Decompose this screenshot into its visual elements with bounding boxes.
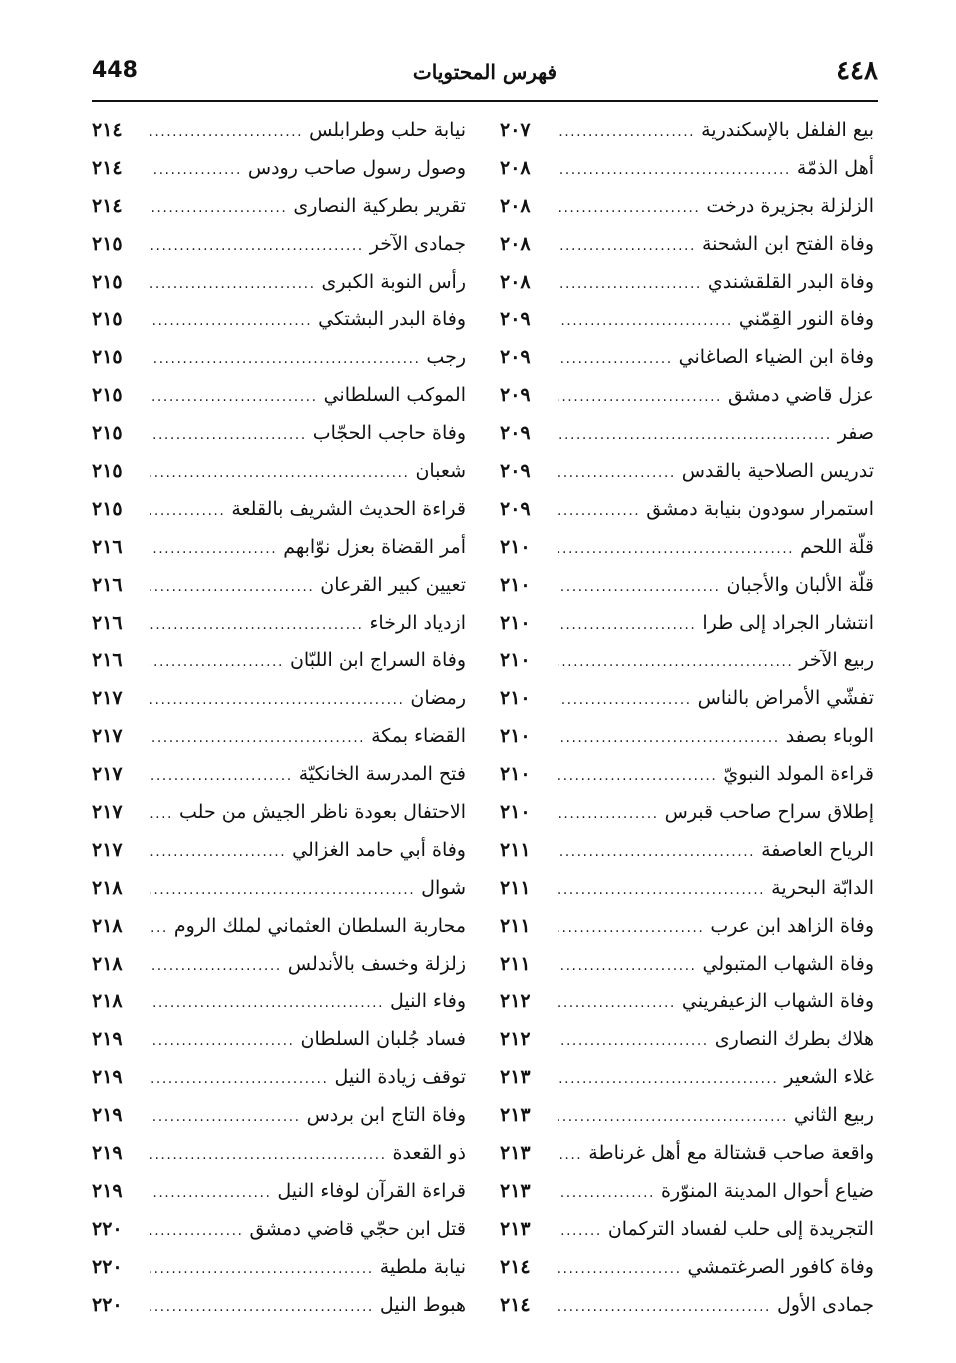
- dot-leader: [558, 1175, 655, 1213]
- toc-entry: [92, 794, 466, 832]
- toc-entry-page: ٢٠٨: [500, 232, 531, 255]
- toc-entry-page: ٢٢٠: [92, 1217, 123, 1240]
- toc-entry-page: ٢١٦: [92, 649, 123, 672]
- toc-entry: [500, 983, 874, 1021]
- toc-entry-title: وفاة الشهاب الزعيفريني: [681, 990, 874, 1013]
- toc-entry-title: وصول رسول صاحب رودس: [247, 156, 466, 179]
- toc-entry: [500, 1173, 874, 1211]
- toc-entry-title: غلاء الشعير: [784, 1066, 874, 1089]
- dot-leader: [150, 1251, 374, 1289]
- toc-entry-page: ٢٠٩: [500, 422, 531, 445]
- toc-entry: [92, 680, 466, 718]
- toc-entry-page: ٢١٠: [500, 573, 531, 596]
- toc-entry-page: ٢١٥: [92, 232, 123, 255]
- toc-entry-title: الموكب السلطاني: [323, 384, 466, 407]
- toc-entry: [500, 377, 874, 415]
- toc-entry-title: ذو القعدة: [392, 1142, 466, 1165]
- toc-entry-page: ٢١٠: [500, 611, 531, 634]
- toc-entry-title: شعبان: [415, 460, 466, 483]
- toc-entry-title: وفاة التاج ابن بردس: [306, 1104, 466, 1127]
- dot-leader: [558, 531, 794, 569]
- toc-entry-title: وفاة أبي حامد الغزالي: [292, 838, 466, 861]
- page-header: [92, 56, 878, 96]
- dot-leader: [558, 985, 676, 1023]
- toc-entry: [92, 226, 466, 264]
- dot-leader: [558, 266, 702, 304]
- toc-entry: [500, 870, 874, 908]
- toc-entry: [92, 1135, 466, 1173]
- toc-entry-title: القضاء بمكة: [371, 725, 466, 748]
- toc-entry: [92, 1021, 466, 1059]
- toc-entry-page: ٢١٥: [92, 384, 123, 407]
- dot-leader: [150, 1023, 294, 1061]
- toc-entry-title: وفاة ابن الضياء الصاغاني: [678, 346, 874, 369]
- toc-entry-title: قراءة القرآن لوفاء النيل: [277, 1179, 466, 1202]
- toc-entry-page: ٢١٧: [92, 763, 123, 786]
- toc-entry-page: ٢١١: [500, 914, 531, 937]
- dot-leader: [558, 1061, 778, 1099]
- dot-leader: [558, 1251, 682, 1289]
- dot-leader: [558, 569, 720, 607]
- toc-entry-title: أهل الذمّة: [796, 156, 874, 179]
- dot-leader: [558, 455, 676, 493]
- toc-entry: [500, 642, 874, 680]
- toc-entry-page: ٢١٩: [92, 1028, 123, 1051]
- toc-entry-page: ٢١٣: [500, 1066, 531, 1089]
- dot-leader: [558, 948, 697, 986]
- toc-entry: [92, 301, 466, 339]
- toc-entry: [500, 150, 874, 188]
- toc-entry: [500, 415, 874, 453]
- toc-entry-page: ٢١٠: [500, 687, 531, 710]
- toc-entry: [500, 453, 874, 491]
- toc-entry-title: فتح المدرسة الخانكيّة: [298, 763, 466, 786]
- dot-leader: [558, 910, 704, 948]
- dot-leader: [558, 114, 695, 152]
- toc-entry-title: أمر القضاة بعزل نوّابهم: [283, 535, 466, 558]
- toc-entry-title: الرياح العاصفة: [761, 838, 874, 861]
- dot-leader: [150, 1213, 243, 1251]
- toc-entry-page: ٢٢٠: [92, 1293, 123, 1316]
- toc-entry-title: واقعة صاحب قشتالة مع أهل غرناطة: [588, 1142, 874, 1165]
- toc-entry: [92, 908, 466, 946]
- dot-leader: [558, 1137, 582, 1175]
- toc-column-left: [92, 112, 466, 1325]
- toc-entry: [92, 756, 466, 794]
- toc-entry: [500, 946, 874, 984]
- toc-entry-title: الزلزلة بجزيرة درخت: [706, 194, 874, 217]
- dot-leader: [150, 1289, 374, 1327]
- toc-entry: [500, 1097, 874, 1135]
- toc-entry-page: ٢١٨: [92, 914, 123, 937]
- dot-leader: [150, 455, 409, 493]
- toc-entry: [500, 567, 874, 605]
- toc-entry-page: ٢١١: [500, 952, 531, 975]
- dot-leader: [150, 152, 242, 190]
- dot-leader: [150, 493, 225, 531]
- dot-leader: [150, 190, 287, 228]
- toc-entry-title: ربيع الثاني: [793, 1104, 874, 1127]
- toc-entry-title: وفاة النور القِمّني: [738, 308, 874, 331]
- dot-leader: [150, 303, 312, 341]
- toc-entry-title: وفاة الشهاب المتبولي: [702, 952, 874, 975]
- toc-entry: [92, 415, 466, 453]
- dot-leader: [150, 644, 284, 682]
- toc-entry-page: ٢١٠: [500, 649, 531, 672]
- toc-entry-title: وفاة الفتح ابن الشحنة: [701, 232, 874, 255]
- toc-entry-page: ٢١٨: [92, 876, 123, 899]
- dot-leader: [150, 1061, 328, 1099]
- toc-entry-page: ٢١٩: [92, 1104, 123, 1127]
- toc-entry: [500, 1287, 874, 1325]
- dot-leader: [150, 985, 384, 1023]
- toc-entry-title: تفشّي الأمراض بالناس: [697, 687, 874, 710]
- toc-entry-title: محاربة السلطان العثماني لملك الروم: [173, 914, 466, 937]
- dot-leader: [150, 531, 277, 569]
- dot-leader: [558, 796, 659, 834]
- toc-entry: [92, 605, 466, 643]
- dot-leader: [558, 1289, 771, 1327]
- toc-entry-title: تدريس الصلاحية بالقدس: [681, 460, 874, 483]
- toc-entry-title: ازدياد الرخاء: [369, 611, 466, 634]
- dot-leader: [150, 796, 173, 834]
- dot-leader: [150, 758, 293, 796]
- toc-entry: [500, 832, 874, 870]
- toc-entry-page: ٢١٤: [500, 1255, 531, 1278]
- toc-entry: [92, 1059, 466, 1097]
- toc-entry-page: ٢٠٩: [500, 308, 531, 331]
- toc-entry-title: قراءة المولد النبويّ: [723, 763, 874, 786]
- toc-entry: [92, 377, 466, 415]
- dot-leader: [150, 948, 282, 986]
- dot-leader: [558, 1099, 788, 1137]
- toc-entry: [92, 1097, 466, 1135]
- toc-entry-title: نيابة ملطية: [379, 1255, 466, 1278]
- toc-entry: [500, 339, 874, 377]
- toc-entry: [92, 491, 466, 529]
- toc-entry: [92, 1173, 466, 1211]
- toc-entry-page: ٢١٦: [92, 535, 123, 558]
- dot-leader: [150, 607, 363, 645]
- dot-leader: [150, 682, 404, 720]
- toc-entry: [92, 150, 466, 188]
- toc-entry: [500, 680, 874, 718]
- toc-entry-title: التجريدة إلى حلب لفساد التركمان: [607, 1217, 874, 1240]
- toc-entry: [92, 112, 466, 150]
- toc-entry-title: وفاة البدر القلقشندي: [707, 270, 874, 293]
- toc-entry-page: ٢١٧: [92, 838, 123, 861]
- toc-entry-page: ٢١٧: [92, 725, 123, 748]
- toc-entry-page: ٢٠٩: [500, 384, 531, 407]
- toc-entry-page: ٢١٣: [500, 1104, 531, 1127]
- toc-entry: [92, 946, 466, 984]
- dot-leader: [558, 493, 640, 531]
- toc-entry-page: ٢٠٩: [500, 346, 531, 369]
- toc-entry-title: جمادى الآخر: [369, 232, 466, 255]
- toc-entry: [92, 339, 466, 377]
- toc-entry-title: استمرار سودون بنيابة دمشق: [646, 497, 874, 520]
- toc-entry-page: ٢١٠: [500, 725, 531, 748]
- dot-leader: [150, 266, 316, 304]
- toc-entry-page: ٢٠٨: [500, 194, 531, 217]
- page-number-arabic: ٤٤٨: [836, 56, 878, 86]
- dot-leader: [150, 341, 420, 379]
- dot-leader: [558, 341, 673, 379]
- toc-entry-title: ربيع الآخر: [799, 649, 874, 672]
- toc-entry-page: ٢١٨: [92, 952, 123, 975]
- toc-entry-title: وفاة كافور الصرغتمشي: [687, 1255, 874, 1278]
- toc-entry-page: ٢١٠: [500, 801, 531, 824]
- toc-entry: [92, 1249, 466, 1287]
- toc-entry-page: ٢٠٨: [500, 156, 531, 179]
- toc-entry: [92, 264, 466, 302]
- toc-entry-title: انتشار الجراد إلى طرا: [702, 611, 874, 634]
- toc-entry-page: ٢١٣: [500, 1179, 531, 1202]
- dot-leader: [150, 1175, 271, 1213]
- toc-entry-page: ٢١٥: [92, 497, 123, 520]
- dot-leader: [558, 379, 722, 417]
- toc-entry-title: جمادى الأول: [777, 1293, 874, 1316]
- toc-entry-page: ٢١٤: [92, 119, 123, 141]
- toc-entry-title: وفاة الزاهد ابن عرب: [710, 914, 874, 937]
- toc-entry-page: ٢١٥: [92, 422, 123, 445]
- toc-entry: [500, 112, 874, 150]
- toc-entry-title: ضياع أحوال المدينة المنوّرة: [661, 1179, 874, 1202]
- dot-leader: [150, 379, 318, 417]
- dot-leader: [150, 569, 314, 607]
- page-number-latin: 448: [92, 58, 138, 83]
- toc-entry: [92, 983, 466, 1021]
- toc-entry-title: وفاة حاجب الحجّاب: [312, 422, 466, 445]
- toc-entry-title: نيابة حلب وطرابلس: [309, 119, 466, 141]
- toc-entry: [500, 1135, 874, 1173]
- toc-entry-title: إطلاق سراح صاحب قبرس: [664, 801, 874, 824]
- toc-entry-page: ٢١٤: [92, 156, 123, 179]
- toc-entry-page: ٢١٠: [500, 763, 531, 786]
- toc-entry: [92, 1211, 466, 1249]
- toc-entry-title: تقرير بطركية النصارى: [293, 194, 466, 217]
- toc-entry: [500, 301, 874, 339]
- toc-entry-page: ٢٠٩: [500, 460, 531, 483]
- toc-entry-page: ٢١٤: [500, 1293, 531, 1316]
- toc-entry: [92, 453, 466, 491]
- toc-entry-title: هبوط النيل: [379, 1293, 466, 1316]
- toc-entry-title: بيع الفلفل بالإسكندرية: [701, 119, 874, 141]
- toc-entry-page: ٢٠٧: [500, 119, 531, 141]
- toc-entry-title: الدابّة البحرية: [771, 876, 874, 899]
- toc-entry-title: شوال: [421, 876, 466, 899]
- toc-entry: [500, 718, 874, 756]
- toc-entry-page: ٢٠٨: [500, 270, 531, 293]
- toc-entry-page: ٢١٦: [92, 611, 123, 634]
- dot-leader: [150, 720, 365, 758]
- dot-leader: [558, 720, 780, 758]
- toc-entry-page: ٢١٥: [92, 308, 123, 331]
- toc-entry: [500, 226, 874, 264]
- toc-entry: [92, 188, 466, 226]
- toc-entry-title: قتل ابن حجّي قاضي دمشق: [249, 1217, 466, 1240]
- toc-entry-page: ٢١٢: [500, 990, 531, 1013]
- toc-entry-title: قراءة الحديث الشريف بالقلعة: [231, 497, 466, 520]
- toc-entry-page: ٢١٨: [92, 990, 123, 1013]
- toc-entry-title: صفر: [837, 422, 874, 445]
- toc-entry-page: ٢١٩: [92, 1142, 123, 1165]
- toc-entry: [500, 491, 874, 529]
- toc-entry-page: ٢١٧: [92, 801, 123, 824]
- toc-entry-page: ٢١٥: [92, 460, 123, 483]
- dot-leader: [150, 114, 303, 152]
- toc-entry-title: الاحتفال بعودة ناظر الجيش من حلب: [179, 801, 466, 824]
- dot-leader: [150, 228, 364, 266]
- toc-entry-title: وفاء النيل: [390, 990, 466, 1013]
- toc-entry-page: ٢١٣: [500, 1217, 531, 1240]
- toc-entry-page: ٢١٦: [92, 573, 123, 596]
- toc-entry: [500, 1021, 874, 1059]
- toc-entry-title: الوباء بصفد: [785, 725, 874, 748]
- dot-leader: [558, 758, 717, 796]
- toc-entry: [92, 529, 466, 567]
- header-rule: [92, 100, 878, 102]
- toc-entry: [92, 870, 466, 908]
- toc-entry-page: ٢٢٠: [92, 1255, 123, 1278]
- toc-entry: [500, 756, 874, 794]
- dot-leader: [150, 834, 286, 872]
- toc-entry-title: هلاك بطرك النصارى: [714, 1028, 874, 1051]
- dot-leader: [558, 607, 696, 645]
- toc-entry-page: ٢١٧: [92, 687, 123, 710]
- toc-entry: [92, 567, 466, 605]
- toc-entry-page: ٢٠٩: [500, 497, 531, 520]
- toc-entry: [92, 832, 466, 870]
- toc-entry: [92, 718, 466, 756]
- toc-entry-title: وفاة البدر البشتكي: [318, 308, 466, 331]
- dot-leader: [558, 228, 696, 266]
- toc-entry-title: عزل قاضي دمشق: [728, 384, 874, 407]
- dot-leader: [558, 303, 733, 341]
- toc-entry-page: ٢١٤: [92, 194, 123, 217]
- toc-entry-page: ٢١٣: [500, 1142, 531, 1165]
- toc-entry-page: ٢١٩: [92, 1179, 123, 1202]
- dot-leader: [558, 1023, 709, 1061]
- toc-entry-title: توقف زيادة النيل: [334, 1066, 466, 1089]
- toc-entry-title: رجب: [426, 346, 466, 369]
- toc-entry-page: ٢١١: [500, 876, 531, 899]
- toc-entry: [500, 605, 874, 643]
- dot-leader: [150, 1099, 301, 1137]
- toc-entry-page: ٢١٥: [92, 346, 123, 369]
- toc-column-right: [500, 112, 874, 1325]
- toc-entry-title: تعيين كبير القرعان: [320, 573, 466, 596]
- toc-entry: [500, 908, 874, 946]
- dot-leader: [558, 152, 791, 190]
- dot-leader: [150, 417, 307, 455]
- toc-entry: [500, 1211, 874, 1249]
- dot-leader: [150, 910, 168, 948]
- toc-entry-title: قلّة الألبان والأجبان: [726, 573, 874, 596]
- toc-entry: [500, 188, 874, 226]
- dot-leader: [558, 1213, 602, 1251]
- toc-entry-page: ٢١٩: [92, 1066, 123, 1089]
- toc-entry: [500, 1249, 874, 1287]
- toc-entry: [500, 1059, 874, 1097]
- toc-entry: [92, 1287, 466, 1325]
- running-title: فهرس المحتويات: [412, 60, 558, 84]
- toc-entry-page: ٢١٠: [500, 535, 531, 558]
- dot-leader: [558, 872, 765, 910]
- toc-entry: [500, 794, 874, 832]
- toc-entry-page: ٢١٢: [500, 1028, 531, 1051]
- toc-entry-title: وفاة السراج ابن اللبّان: [289, 649, 466, 672]
- toc-entry-title: زلزلة وخسف بالأندلس: [287, 952, 466, 975]
- toc-entry-page: ٢١١: [500, 838, 531, 861]
- toc-entry-page: ٢١٥: [92, 270, 123, 293]
- dot-leader: [150, 872, 415, 910]
- dot-leader: [558, 190, 700, 228]
- dot-leader: [558, 834, 755, 872]
- toc-entry: [92, 642, 466, 680]
- dot-leader: [558, 644, 793, 682]
- toc-entry-title: رأس النوبة الكبرى: [321, 270, 466, 293]
- dot-leader: [558, 417, 832, 455]
- toc-entry-title: قلّة اللحم: [800, 535, 874, 558]
- dot-leader: [150, 1137, 387, 1175]
- toc-entry-title: رمضان: [410, 687, 466, 710]
- toc-entry: [500, 264, 874, 302]
- dot-leader: [558, 682, 692, 720]
- toc-entry-title: فساد جُلبان السلطان: [300, 1028, 466, 1051]
- toc-entry: [500, 529, 874, 567]
